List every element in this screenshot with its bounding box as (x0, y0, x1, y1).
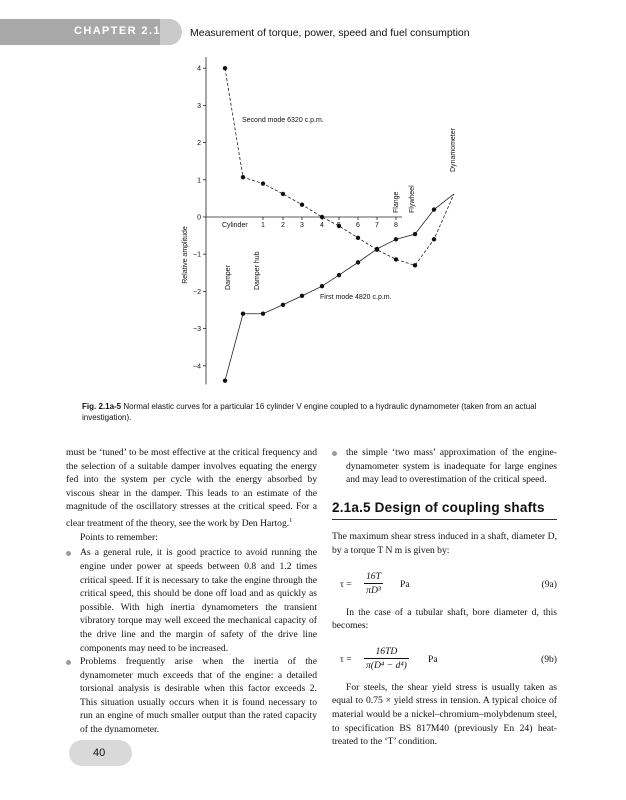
y-ticks (193, 66, 206, 371)
equation-9a (332, 570, 557, 598)
second-mode-point (320, 215, 324, 219)
first-mode-point (241, 312, 245, 316)
paragraph: The maximum shear stress induced in a shaft, diameter D, by a torque T N m is given by: (332, 531, 557, 556)
equation-9b (332, 645, 557, 673)
y-axis-label: Relative amplitude (182, 226, 189, 284)
component-labels (225, 127, 457, 290)
equation-denominator: πD³ (366, 585, 381, 597)
equation-numerator: 16TD (364, 645, 409, 660)
second-mode-point (356, 236, 360, 240)
second-mode-point (300, 203, 304, 207)
figure-caption (82, 402, 557, 423)
first-mode-point (375, 247, 379, 251)
bullet-text: Problems frequently arise when the inertia of the dynamometer much exceeds that of the engine: a detailed torsional analysis is desirable when this factor exceeds 2. This situation usually occurs when it is found necessary to run an engine of much smaller output than the rated capacity of the dynamometer. (80, 656, 317, 736)
y-tick-label: 3 (197, 102, 201, 110)
x-tick-label: 1 (261, 222, 265, 229)
first-mode-point (223, 378, 227, 382)
left-column (66, 446, 317, 737)
first-mode-point (337, 273, 341, 277)
first-mode-point (281, 303, 285, 307)
component-label: Dynamometer (450, 128, 457, 172)
x-tick-label: 3 (300, 222, 304, 229)
first-mode-point (300, 294, 304, 298)
second-mode-point (394, 257, 398, 261)
first-mode-point (394, 237, 398, 241)
equation-unit: Pa (400, 578, 410, 590)
component-label: Flywheel (409, 185, 416, 213)
x-tick-label: 4 (320, 222, 324, 229)
equation-number: (9a) (541, 578, 557, 590)
equation-fraction (364, 570, 383, 598)
x-tick-label: 6 (356, 222, 360, 229)
first-mode-point (356, 260, 360, 264)
second-mode-point (261, 181, 265, 185)
component-label: Damper (225, 265, 232, 290)
first-mode-point (320, 284, 324, 288)
bullet-item (332, 446, 557, 487)
chart-series (223, 66, 454, 383)
y-tick-label: −4 (193, 363, 201, 371)
bullet-text: the simple ‘two mass’ approximation of the engine-dynamometer system is inadequate for large engines and may lead to overestimation of the critical speed. (346, 447, 557, 486)
y-tick-label: 1 (197, 177, 201, 185)
second-mode-line (225, 68, 454, 265)
paragraph (66, 446, 317, 531)
second-mode-point (223, 66, 227, 70)
x-tick-label: 2 (281, 222, 285, 229)
paragraph-text: must be ‘tuned’ to be most effective at the critical frequency and the selection of a suitable damper involves equating the energy fed into the system per cycle with the energy absorbed by viscous shear in the damper. This leads to an estimate of the magnitude of the oscillatory stresses at the critical speed. For a clear treatment of the theory, see the work by Den Hartog. (66, 447, 317, 530)
paragraph: For steels, the shear yield stress is usually taken as equal to 0.75 × yield stress in tension. A typical choice of material would be a nickel–chromium–molybdenum steel, to specification BS 817M40 (previously En 24) heat-treated to the ‘T’ condition. (332, 681, 557, 748)
y-tick-label: −2 (193, 288, 201, 296)
right-column (332, 446, 557, 749)
second-mode-label: Second mode 6320 c.p.m. (242, 117, 324, 124)
equation-lhs: τ = (340, 653, 352, 665)
equation-numerator: 16T (364, 570, 383, 585)
first-mode-label: First mode 4820 c.p.m. (320, 294, 392, 301)
y-tick-label: 4 (197, 65, 201, 73)
chart-axes (206, 57, 402, 384)
footer-box (82, 740, 132, 766)
second-mode-point (241, 175, 245, 179)
footnote-ref: 1 (289, 516, 293, 524)
bullet-dot (332, 451, 337, 456)
chapter-label: CHAPTER 2.1 (74, 25, 161, 37)
equation-denominator: π(D⁴ − d⁴) (366, 660, 407, 672)
figure-label: Fig. 2.1a-5 (82, 402, 122, 411)
component-label: Flange (393, 191, 400, 213)
y-tick-label: 2 (197, 140, 201, 148)
y-tick-label: −3 (193, 326, 201, 334)
figure-caption-text: Normal elastic curves for a particular 16 cylinder V engine coupled to a hydraulic dynamometer (taken from an actual investigation). (82, 402, 537, 422)
chapter-title: Measurement of torque, power, speed and fuel consumption (190, 27, 470, 39)
second-mode-point (281, 192, 285, 196)
y-tick-label: −1 (193, 251, 201, 259)
x-tick-label: 7 (375, 222, 379, 229)
x-tick-label: 8 (394, 222, 398, 229)
y-tick-label: 0 (197, 214, 201, 222)
equation-number: (9b) (541, 653, 557, 665)
first-mode-point (432, 207, 436, 211)
bullet-item (66, 546, 317, 655)
paragraph: Points to remember: (80, 531, 158, 543)
bullet-dot (66, 551, 71, 556)
bullet-item (66, 655, 317, 737)
x-ticks (261, 217, 398, 229)
second-mode-point (413, 263, 417, 267)
equation-unit: Pa (428, 653, 438, 665)
section-heading: 2.1a.5 Design of coupling shafts (332, 501, 557, 521)
x-axis-label: Cylinder (222, 222, 248, 229)
paragraph: In the case of a tubular shaft, bore diameter d, this becomes: (332, 606, 557, 632)
first-mode-point (261, 312, 265, 316)
second-mode-point (432, 237, 436, 241)
page-number: 40 (93, 747, 106, 759)
component-label: Damper hub (254, 251, 261, 290)
equation-fraction (364, 645, 409, 673)
bullet-dot (66, 660, 71, 665)
bullet-text: As a general rule, it is good practice to avoid running the engine under power at speeds between 0.8 and 1.2 times critical speed. If it is necessary to take the engine through the critical speed, this should be done off load and as quickly as possible. With high inertia dynamometers the transient vibratory torque may well exceed the mechanical capacity of the drive line and the margin of safety of the drive line components may need to be increased. (80, 547, 317, 654)
first-mode-point (413, 232, 417, 236)
equation-lhs: τ = (340, 578, 352, 590)
second-mode-point (337, 224, 341, 228)
